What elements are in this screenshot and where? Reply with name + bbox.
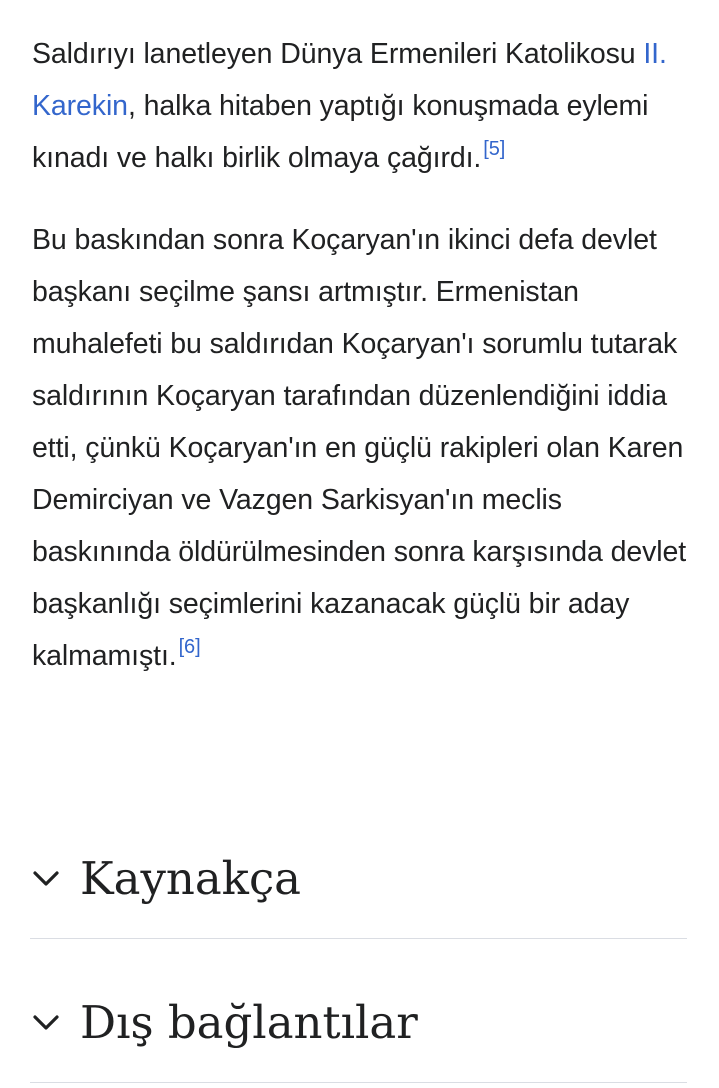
section-dis-baglantilar-title: Dış bağlantılar — [80, 996, 418, 1049]
paragraph-2-text: Bu baskından sonra Koçaryan'ın ikinci defa devlet başkanı seçilme şansı artmıştır. Ermenistan muhalefeti bu saldırıdan Koçaryan'ı sorumlu tutarak saldırının Koçaryan tarafından düzenlendiğini iddia etti, çünkü Koçaryan'ın en güçlü rakipleri olan Karen Demirciyan ve Vazgen Sarkisyan'ın meclis baskınında öldürülmesinden sonra karşısında devlet başkanlığı seçimlerini kazanacak güçlü bir aday kalmamıştı. — [32, 224, 687, 672]
section-dis-baglantilar-header[interactable] — [30, 984, 687, 1062]
karekin-link[interactable]: II. Karekin — [32, 38, 667, 122]
reference-5-link[interactable]: [5] — [483, 138, 506, 160]
reference-6-link[interactable]: [6] — [178, 636, 201, 658]
paragraph-1-text-after: , halka hitaben yaptığı konuşmada eylemi kınadı ve halkı birlik olmaya çağırdı. — [32, 90, 649, 174]
section-kaynakca-title: Kaynakça — [80, 852, 301, 905]
article-content — [32, 28, 692, 682]
section-kaynakca[interactable] — [30, 840, 687, 939]
paragraph-2 — [32, 214, 692, 682]
section-kaynakca-header[interactable] — [30, 840, 687, 918]
chevron-down-icon — [30, 1007, 62, 1039]
paragraph-1 — [32, 28, 692, 184]
paragraph-1-text-before: Saldırıyı lanetleyen Dünya Ermenileri Katolikosu — [32, 38, 644, 70]
reference-5 — [483, 138, 505, 160]
section-dis-baglantilar[interactable] — [30, 984, 687, 1083]
chevron-down-icon — [30, 863, 62, 895]
reference-6 — [179, 636, 201, 658]
